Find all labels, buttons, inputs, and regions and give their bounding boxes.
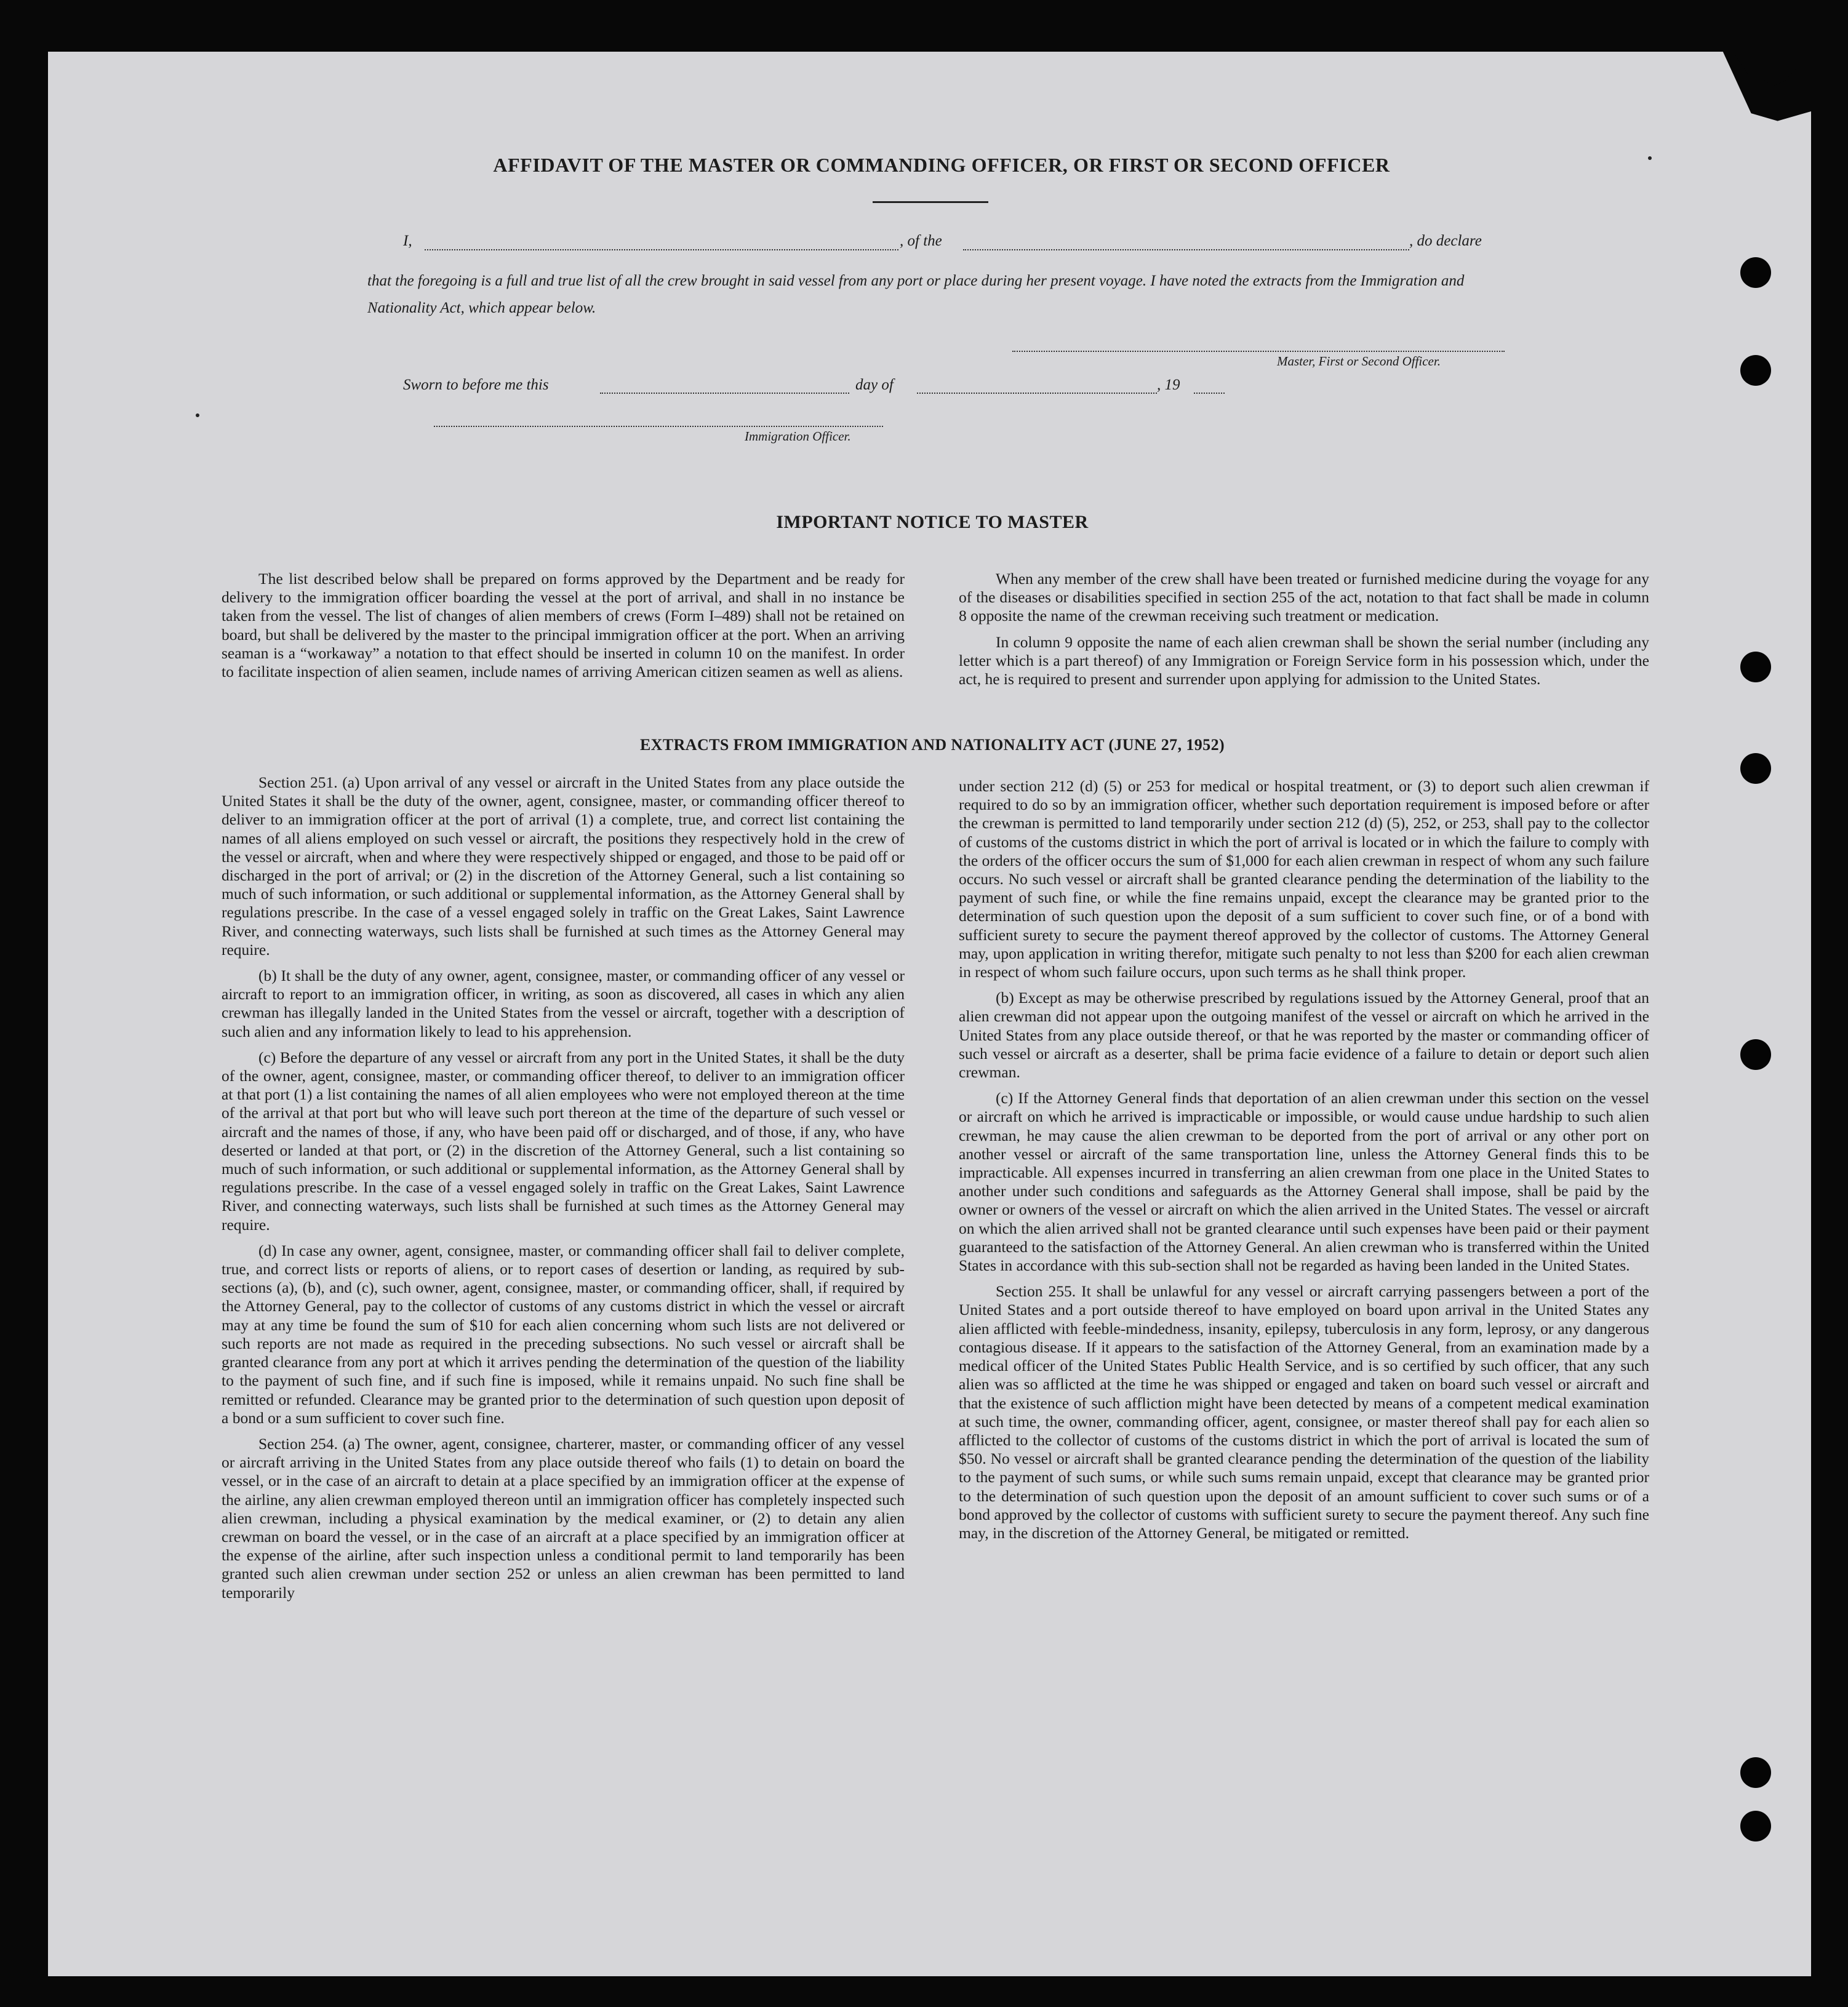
section-251b: (b) It shall be the duty of any owner, agent, consignee, master, or commanding officer of any vessel or aircraft to report to an immigration officer, in writing, as soon as discovered, all cases in which any alien crewman has illegally landed in the United States from the vessel or aircraft, together with a description of such alien and any information likely to lead to his apprehension. [222,967,905,1040]
sworn-label: Sworn to before me this [403,377,549,393]
extracts-title: EXTRACTS FROM IMMIGRATION AND NATIONALITY ACT (JUNE 27, 1952) [639,736,1225,754]
officer-signature-line[interactable] [434,426,883,427]
section-251d: (d) In case any owner, agent, consignee, master, or commanding officer shall fail to deliver complete, true, and correct lists or reports of aliens, or to report cases of desertion or landing, as required by sub-sections (a), (b), and (c), such owner, agent, consignee, master, or commanding officer, shall, if required by the Attorney General, pay to the collector of customs of any customs district in which the vessel or aircraft may at any time be found the sum of $10 for each alien concerning whom such lists are not delivered or such reports are not made as required in the preceding subsections. No such vessel or aircraft shall be granted clearance from any port at which it arrives pending the determination of the question of the liability to the payment of such fine, and if such fine is imposed, while it remains unpaid. No such fine shall be remitted or refunded. Clearance may be granted prior to the determination of such question upon deposit of a bond or a sum sufficient to cover such fine. [222,1241,905,1427]
notice-left-column [222,570,905,688]
officer-signature-label: Immigration Officer. [745,429,851,444]
binder-hole [1740,1039,1771,1070]
speck [196,413,199,417]
notice-paragraph: In column 9 opposite the name of each alien crewman shall be shown the serial number (including any letter which is a part thereof) of any Immigration or Foreign Service form in his possession which, under the act, he is required to present and surrender upon applying for admission to the United States. [959,632,1649,688]
sworn-day-line[interactable] [600,393,849,394]
declaration-text: that the foregoing is a full and true list of all the crew brought in said vessel from any port or place during her present voyage. I have noted the extracts from the Immigration and Nationality Act, which appear below. [367,273,1465,316]
notice-right-column [959,570,1649,696]
section-251c: (c) Before the departure of any vessel or aircraft from any port in the United States, it shall be the duty of the owner, agent, consignee, master, or commanding officer thereof, to deliver to an immigration officer at that port (1) a list containing the names of all alien employees who were not employed thereon at the time of the arrival at that port but who will leave such port thereon at the time of the departure of such vessel or aircraft and the names of those, if any, who have been paid off or discharged, and of those, if any, who have deserted or landed at that port, or (2) in the discretion of the Attorney General, such a list containing so much of such information, or such additional or supplemental information, as the Attorney General shall by regulations prescribe. In the case of a vessel engaged solely in traffic on the Great Lakes, Saint Lawrence River, and connecting waterways, such lists shall be furnished at such times as the Attorney General may require. [222,1048,905,1234]
extracts-right-column [959,777,1649,1550]
vessel-name-line[interactable] [963,249,1409,250]
section-254a: Section 254. (a) The owner, agent, consignee, charterer, master, or commanding officer of any vessel or aircraft arriving in the United States from any place outside thereof who fails (1) to detain on board the vessel, or in the case of an aircraft to detain at a place specified by an immigration officer at the expense of the airline, any alien crewman employed thereon until an immigration officer has completely inspected such alien crewman, including a physical examination by the medical examiner, or (2) to detain any alien crewman on board the vessel, or in the case of an aircraft at a place specified by an immigration officer at the expense of the airline, after such inspection unless a conditional permit to land temporarily has been granted such alien crewman under section 252 or unless an alien crewman has been permitted to land temporarily [222,1434,905,1602]
day-of-label: day of [855,377,894,393]
title-rule [873,201,988,203]
binder-hole [1740,1757,1771,1788]
section-255: Section 255. It shall be unlawful for any vessel or aircraft carrying passengers between a port of the United States and a port outside thereof to have employed on board upon arrival in the United States any alien afflicted with feeble-mindedness, insanity, epilepsy, tuberculosis in any form, leprosy, or any dangerous contagious disease. If it appears to the satisfaction of the Attorney General, from an examination made by a medical officer of the United States Public Health Service, and is so certified by such officer, that any such alien was so afflicted at the time he was shipped or engaged and taken on board such vessel or aircraft and that the existence of such affliction might have been detected by means of a competent medical examination at such time, the owner, commanding officer, agent, consignee, or master thereof shall pay for each alien so afflicted to the collector of customs of the customs district in which the port of arrival is located the sum of $50. No vessel or aircraft shall be granted clearance pending the determination of the question of the liability to the payment of such sums, or while such sums remain unpaid, except that clearance may be granted prior to the determination of such question upon the deposit of an amount sufficient to cover such sums or of a bond approved by the collector of customs with sufficient surety to secure the payment thereof. Any such fine may, in the discretion of the Attorney General, be mitigated or remitted. [959,1282,1649,1542]
binder-hole [1740,652,1771,682]
extracts-left-column [222,773,905,1610]
torn-corner [1655,43,1846,166]
notice-title: IMPORTANT NOTICE TO MASTER [776,512,1089,532]
do-declare-label: , do declare [1409,233,1482,249]
affiant-prefix: I, [403,233,412,249]
master-signature-line[interactable] [1012,351,1505,352]
affiant-name-line[interactable] [425,249,898,250]
binder-hole [1740,753,1771,784]
of-the-label: , of the [900,233,942,249]
year-label: , 19 [1157,377,1180,393]
notice-paragraph: When any member of the crew shall have been treated or furnished medicine during the voyage for any of the diseases or disabilities specified in section 255 of the act, notation to that fact shall be made in column 8 opposite the name of the crewman receiving such treatment or medication. [959,570,1649,625]
speck [1648,156,1652,160]
binder-hole [1740,1811,1771,1841]
section-254a-continued: under section 212 (d) (5) or 253 for medical or hospital treatment, or (3) to deport such alien crewman if required to do so by an immigration officer, whether such deportation requirement is imposed before or after the crewman is permitted to land temporarily under section 212 (d) (5), 252, or 253, shall pay to the collector of customs of the customs district in which the port of arrival is located or in which the failure to comply with the orders of the officer occurs the sum of $1,000 for each alien crewman in respect of whom any such failure occurs. No such vessel or aircraft shall be granted clearance pending the determination of the liability to the payment of such fine, or while the fine remains unpaid, except the clearance may be granted prior to the determination of such question upon the deposit of a sum sufficient to cover such fine, or of a bond with sufficient surety to secure the payment thereof approved by the collector of customs. The Attorney General may, upon application in writing therefor, mitigate such penalty to not less than $200 for each alien crewman in respect of whom such failure occurs, upon such terms as he shall think proper. [959,777,1649,981]
section-254c: (c) If the Attorney General finds that deportation of an alien crewman under this section on the vessel or aircraft on which he arrived is impracticable or impossible, or would cause undue hardship to such alien crewman, he may cause the alien crewman to be deported from the port of arrival or any other port on another vessel or aircraft of the same transportation line, unless the Attorney General finds this to be impracticable. All expenses incurred in transferring an alien crewman from one place in the United States to another under such conditions and safeguards as the Attorney General shall impose, shall be paid by the owner or owners of the vessel or aircraft on which the alien arrived in the United States. The vessel or aircraft on which the alien arrived shall not be granted clearance until such expenses have been paid or their payment guaranteed to the satisfaction of the Attorney General. An alien crewman who is transferred within the United States in accordance with this sub-section shall not be regarded as having been landed in the United States. [959,1089,1649,1275]
section-251a: Section 251. (a) Upon arrival of any vessel or aircraft in the United States from any place outside the United States it shall be the duty of the owner, agent, consignee, master, or commanding officer thereof to deliver to an immigration officer at the port of arrival (1) a complete, true, and correct list containing the names of all aliens employed on such vessel or aircraft, the positions they respectively hold in the crew of the vessel or aircraft, when and where they were respectively shipped or engaged, and those to be paid off or discharged in the port of arrival; or (2) in the discretion of the Attorney General, such a list containing so much of such information, or such additional or supplemental information, as the Attorney General shall by regulations prescribe. In the case of a vessel engaged solely in traffic on the Great Lakes, Saint Lawrence River, and connecting waterways, such lists shall be furnished at such times as the Attorney General may require. [222,773,905,959]
sworn-year-line[interactable] [1194,393,1225,394]
binder-hole [1740,257,1771,288]
sworn-month-line[interactable] [917,393,1157,394]
notice-paragraph: The list described below shall be prepared on forms approved by the Department and be ready for delivery to the immigration officer boarding the vessel at the port of arrival, and shall in no instance be taken from the vessel. The list of changes of alien members of crews (Form I–489) shall not be retained on board, but shall be delivered by the master to the principal immigration officer at the port. When an arriving seaman is a “workaway” a notation to that effect should be inserted in column 10 on the manifest. In order to facilitate inspection of alien seamen, include names of arriving American citizen seamen as well as aliens. [222,570,905,681]
affidavit-title: AFFIDAVIT OF THE MASTER OR COMMANDING OFFICER, OR FIRST OR SECOND OFFICER [493,154,1390,176]
binder-hole [1740,355,1771,386]
master-signature-label: Master, First or Second Officer. [1277,354,1441,369]
section-254b: (b) Except as may be otherwise prescribed by regulations issued by the Attorney General, proof that an alien crewman did not appear upon the outgoing manifest of the vessel or aircraft on which he arrived in the United States from any place outside thereof, or that he was reported by the master or commanding officer of such vessel or aircraft as a deserter, shall be prima facie evidence of a failure to detain or deport such alien crewman. [959,989,1649,1082]
